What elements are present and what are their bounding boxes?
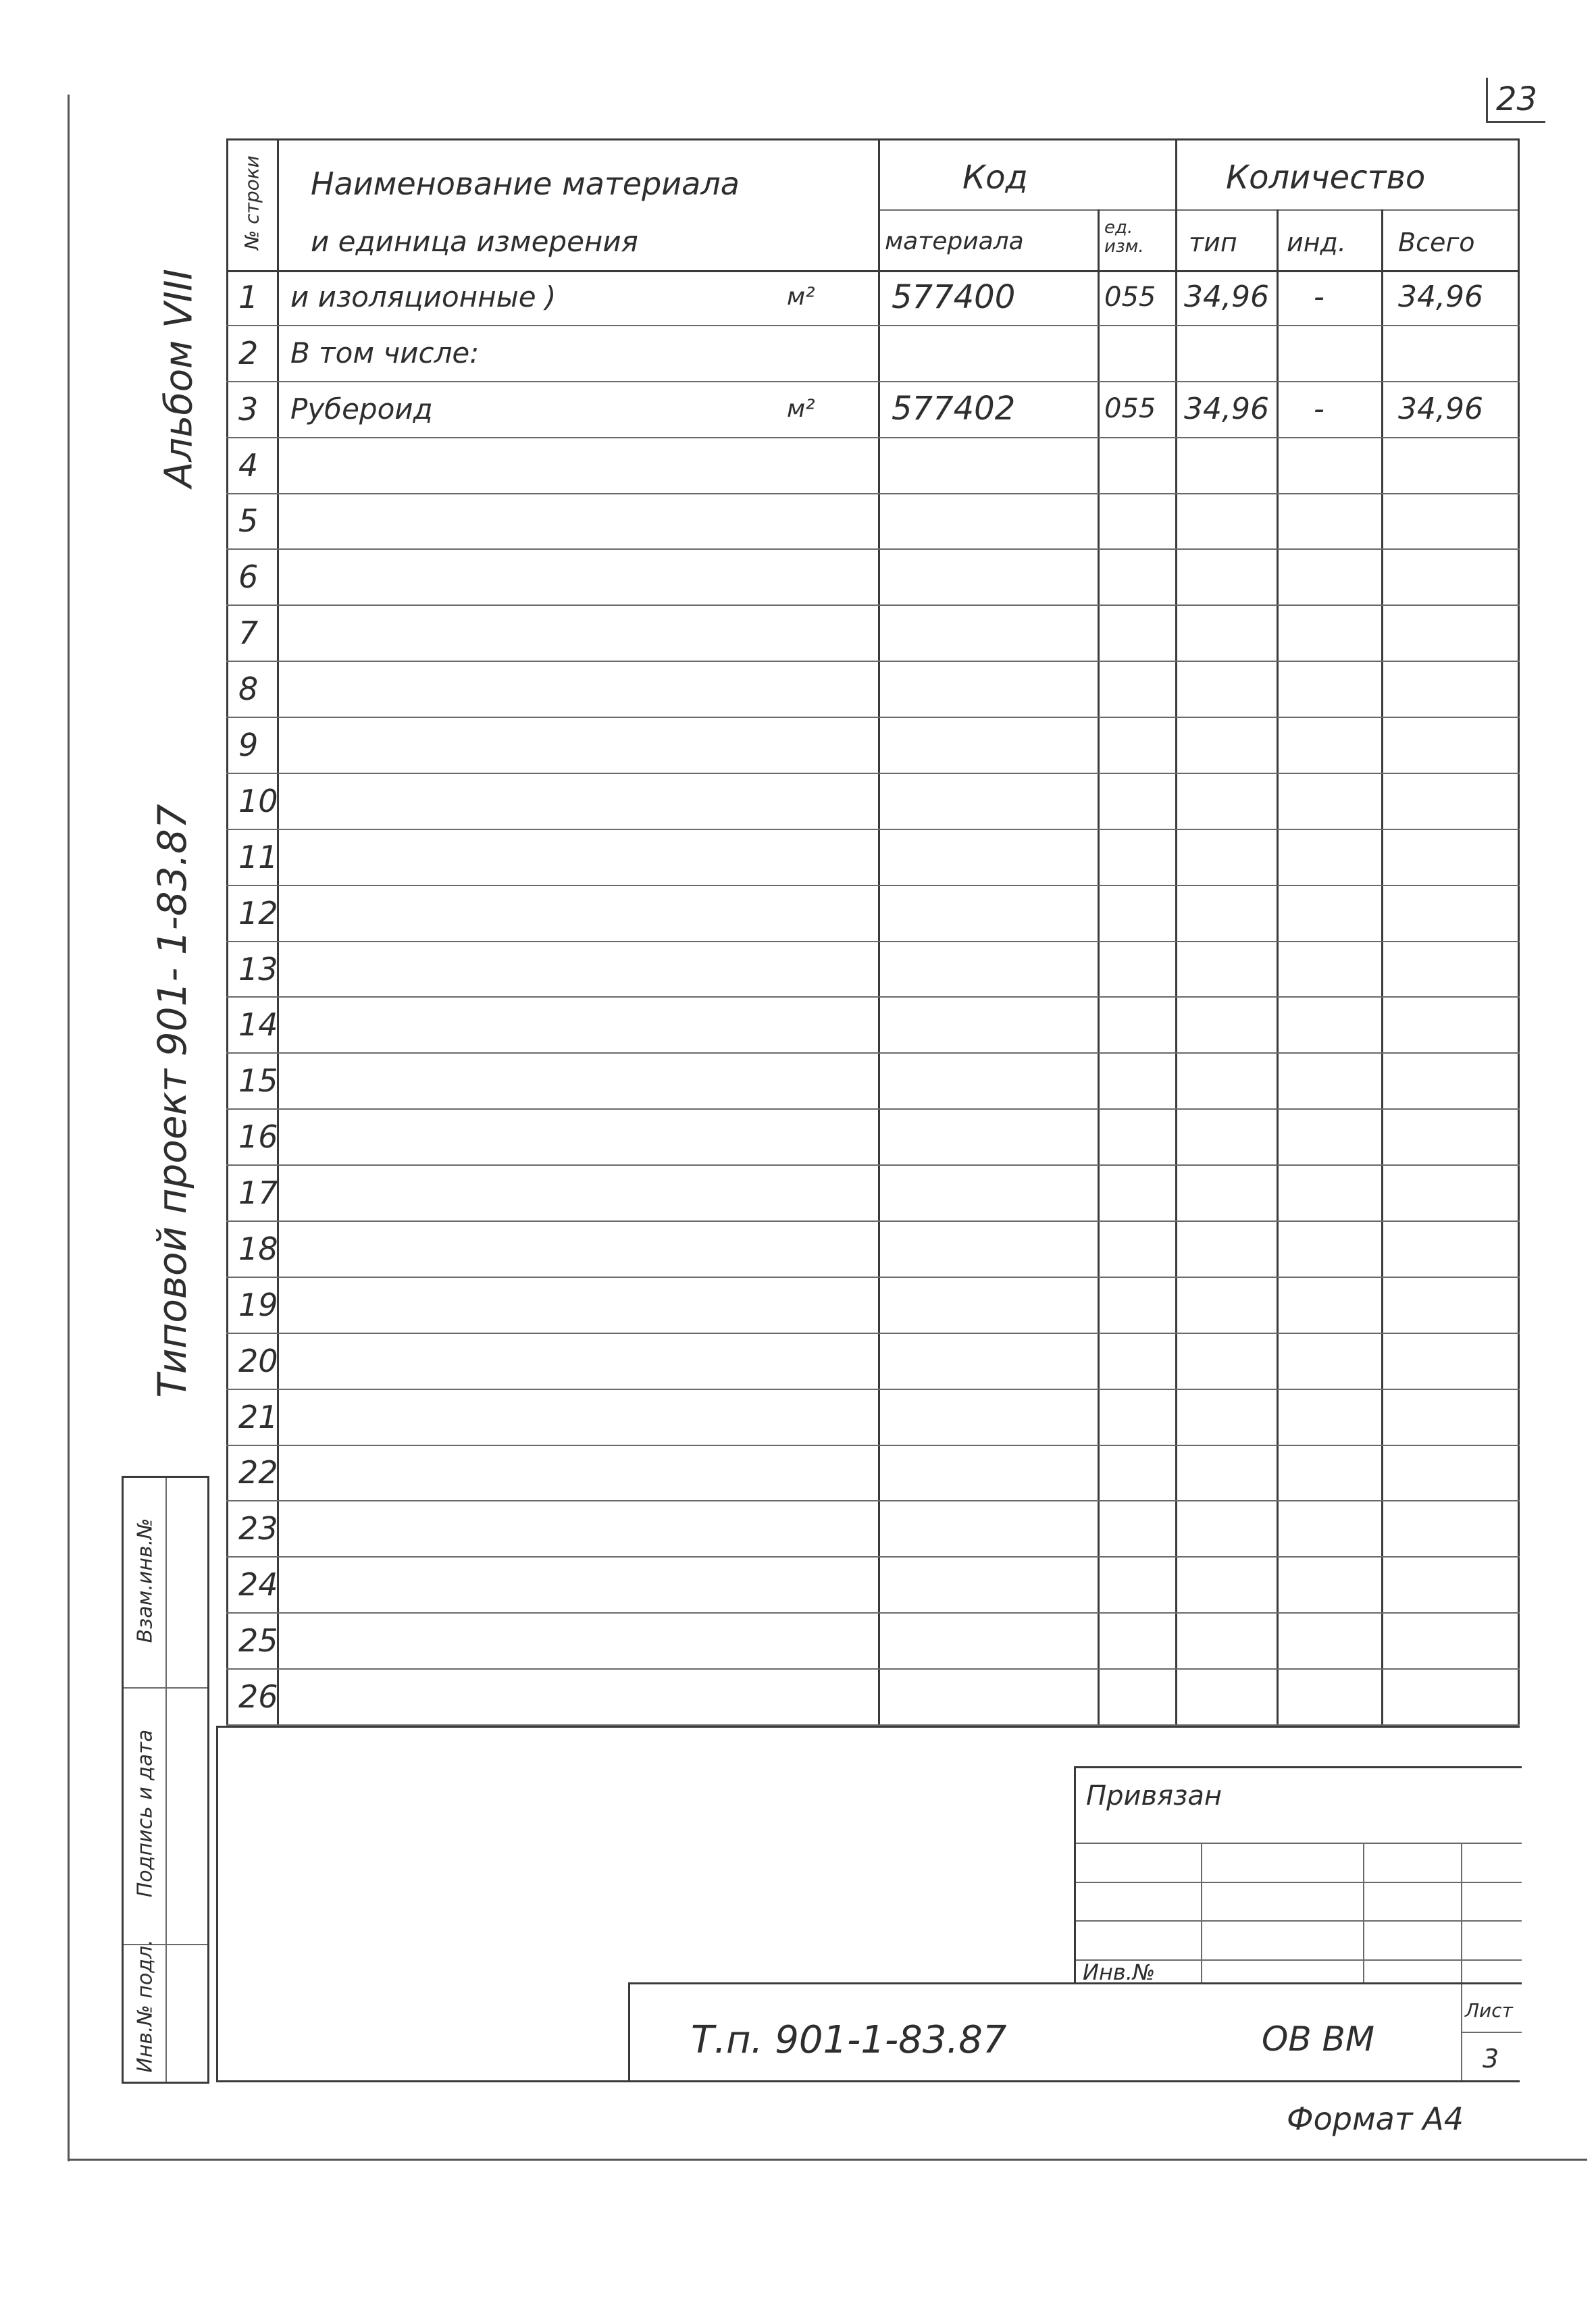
header-qty-total: Всего: [1398, 228, 1475, 257]
row-number: 7: [238, 615, 259, 652]
qty-ind-cell: -: [1314, 391, 1324, 426]
stamp-signature-date: Подпись и дата: [133, 1729, 157, 1898]
row-number: 17: [238, 1175, 278, 1212]
row-number: 2: [238, 334, 259, 371]
header-name-line2: и единица измерения: [311, 225, 638, 258]
qty-tip-cell: 34,96: [1184, 280, 1269, 315]
unit-code: 055: [1104, 281, 1156, 313]
table-row: [226, 942, 1520, 998]
sheet-number: 3: [1483, 2044, 1499, 2074]
row-number: 20: [238, 1342, 278, 1379]
table-row: [226, 326, 1520, 382]
header-qty-tip: тип: [1189, 228, 1237, 257]
row-number: 11: [238, 838, 278, 875]
frame-bottom-line: [68, 2159, 1587, 2161]
lower-left-line: [216, 1726, 218, 2080]
table-row: [226, 382, 1520, 438]
row-number: 19: [238, 1286, 278, 1323]
row-number: 23: [238, 1510, 278, 1547]
table-row: [226, 718, 1520, 774]
row-number: 12: [238, 894, 278, 931]
material-name: В том числе:: [290, 336, 480, 370]
header-row-number: № строки: [240, 155, 263, 250]
table-row: [226, 1278, 1520, 1334]
doc-code: Т.п. 901-1-83.87: [691, 2018, 1007, 2062]
sheet-label: Лист: [1465, 1999, 1513, 2022]
qty-tip-cell: 34,96: [1184, 391, 1269, 426]
album-label: Альбом VIII: [157, 269, 201, 488]
header-name-line1: Наименование материала: [311, 165, 740, 202]
table-row: [226, 774, 1520, 830]
title-block: [628, 1982, 1522, 2082]
row-number: 18: [238, 1230, 278, 1267]
table-row: [226, 494, 1520, 550]
table-row: [226, 438, 1520, 494]
table-row: [226, 1054, 1520, 1110]
row-number: 13: [238, 950, 278, 987]
header-code-material: материала: [885, 228, 1024, 255]
table-row: [226, 1614, 1520, 1670]
unit-cell: м²: [787, 394, 815, 423]
header-code-unit: ед. изм.: [1104, 217, 1144, 257]
row-number: 25: [238, 1622, 278, 1660]
table-row: [226, 1222, 1520, 1278]
row-number: 10: [238, 782, 278, 819]
row-number: 6: [238, 559, 259, 596]
stamp-inv-original: Инв.№ подл.: [133, 1939, 157, 2073]
binding-block: [1074, 1766, 1522, 1984]
material-code: 577402: [892, 390, 1016, 428]
row-number: 9: [238, 726, 259, 763]
row-number: 1: [238, 278, 259, 315]
material-name: и изоляционные ): [290, 280, 557, 314]
table-row: [226, 662, 1520, 718]
table-row: [226, 1334, 1520, 1390]
table-row: [226, 830, 1520, 886]
row-number: 16: [238, 1119, 278, 1156]
row-number: 4: [238, 446, 259, 484]
table-row: [226, 606, 1520, 662]
table-row: [226, 1558, 1520, 1614]
frame-left-line: [68, 95, 70, 2161]
qty-total-cell: 34,96: [1398, 280, 1483, 315]
unit-code: 055: [1104, 393, 1156, 425]
material-name: Рубероид: [290, 392, 433, 426]
row-number: 8: [238, 671, 259, 708]
frame-inner-bottom: [216, 2080, 1520, 2082]
binding-title: Привязан: [1086, 1780, 1222, 1811]
row-number: 26: [238, 1678, 278, 1716]
row-number: 24: [238, 1566, 278, 1603]
header-quantity: Количество: [1226, 159, 1426, 197]
materials-table: [226, 138, 1520, 1726]
row-number: 21: [238, 1398, 278, 1435]
unit-cell: м²: [787, 283, 815, 311]
table-row: [226, 270, 1520, 326]
table-row: [226, 1670, 1520, 1726]
qty-total-cell: 34,96: [1398, 391, 1483, 426]
table-row: [226, 550, 1520, 606]
doc-mark: ОВ ВМ: [1262, 2020, 1374, 2059]
header-code: Код: [962, 159, 1028, 197]
table-row: [226, 1501, 1520, 1558]
project-label: Типовой проект 901- 1-83.87: [149, 804, 195, 1398]
stamp-replace-inv: Взам.инв.№: [133, 1518, 157, 1643]
table-row: [226, 998, 1520, 1054]
header-qty-ind: инд.: [1287, 228, 1346, 257]
table-bottom-line: [216, 1726, 1520, 1728]
row-number: 3: [238, 390, 259, 428]
row-number: 14: [238, 1006, 278, 1044]
table-row: [226, 1110, 1520, 1166]
table-row: [226, 886, 1520, 942]
row-number: 5: [238, 503, 259, 540]
table-row: [226, 1166, 1520, 1222]
table-body: [226, 270, 1520, 1726]
binding-inv: Инв.№: [1083, 1959, 1156, 1985]
table-row: [226, 1446, 1520, 1502]
row-number: 22: [238, 1454, 278, 1491]
material-code: 577400: [892, 278, 1016, 316]
table-row: [226, 1390, 1520, 1446]
row-number: 15: [238, 1062, 278, 1100]
qty-ind-cell: -: [1314, 280, 1324, 315]
format-label: Формат А4: [1287, 2101, 1464, 2137]
page-number: 23: [1486, 78, 1545, 123]
